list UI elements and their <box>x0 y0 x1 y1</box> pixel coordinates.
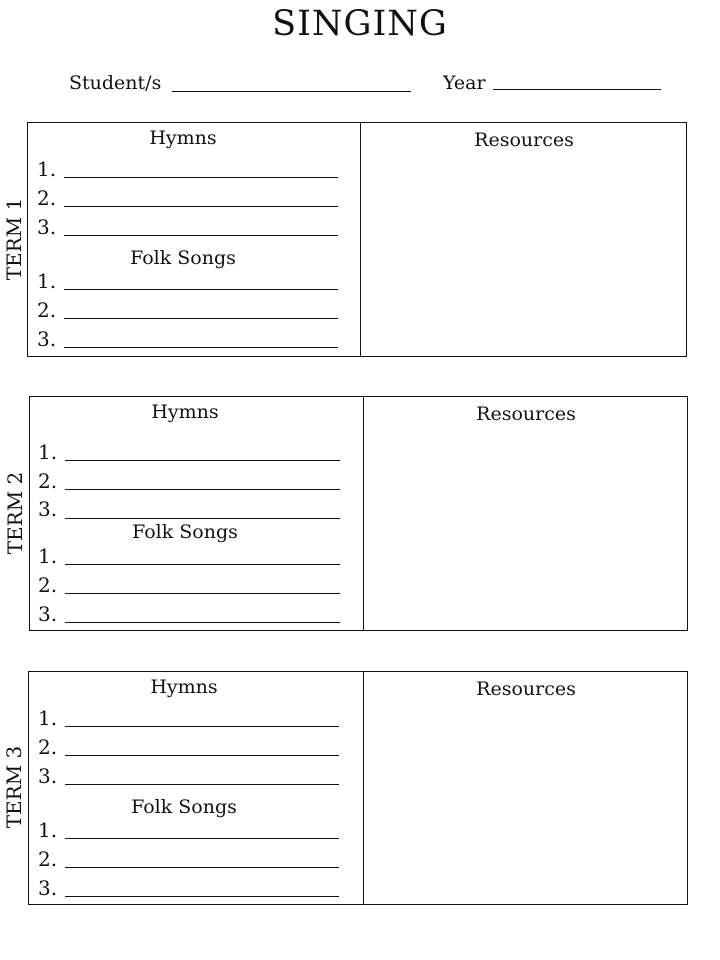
term-2-hymn-line-1[interactable] <box>65 460 340 461</box>
term-3-folk-number-3: 3. <box>38 876 58 900</box>
term-2-hymn-number-1: 1. <box>38 440 58 464</box>
term-2-box <box>29 396 688 631</box>
term-2-resources-heading: Resources <box>476 403 576 425</box>
term-1-divider <box>360 123 361 356</box>
page-title: SINGING <box>272 4 448 44</box>
term-3-hymn-number-1: 1. <box>38 706 58 730</box>
term-2-hymn-number-2: 2. <box>38 469 58 493</box>
term-2-hymn-line-2[interactable] <box>65 489 340 490</box>
term-2-folk-number-3: 3. <box>38 602 58 626</box>
term-3-box <box>28 671 688 905</box>
year-label: Year <box>443 72 486 94</box>
term-3-folk-number-1: 1. <box>38 818 58 842</box>
term-2-hymn-number-3: 3. <box>38 497 58 521</box>
term-1-folk-line-1[interactable] <box>64 289 338 290</box>
term-2-label: TERM 2 <box>3 471 27 555</box>
term-1-label: TERM 1 <box>2 197 26 281</box>
student-field[interactable] <box>172 91 411 92</box>
term-3-folk-heading: Folk Songs <box>131 796 237 818</box>
term-3-hymn-number-3: 3. <box>38 764 58 788</box>
term-3-divider <box>363 672 364 904</box>
term-3-folk-number-2: 2. <box>38 847 58 871</box>
term-1-hymn-line-1[interactable] <box>64 177 338 178</box>
term-1-hymns-heading: Hymns <box>149 127 217 149</box>
term-2-folk-number-1: 1. <box>38 544 58 568</box>
term-1-hymn-line-2[interactable] <box>64 206 338 207</box>
term-1-hymn-number-2: 2. <box>37 186 57 210</box>
year-field[interactable] <box>493 89 661 90</box>
term-2-folk-line-2[interactable] <box>65 593 340 594</box>
term-2-divider <box>363 397 364 630</box>
term-2-hymns-heading: Hymns <box>151 401 219 423</box>
term-3-folk-line-1[interactable] <box>65 838 339 839</box>
term-1-resources-heading: Resources <box>474 129 574 151</box>
term-2-hymn-line-3[interactable] <box>65 518 340 519</box>
term-2-folk-line-1[interactable] <box>65 564 340 565</box>
term-3-hymn-number-2: 2. <box>38 735 58 759</box>
term-1-folk-number-3: 3. <box>37 327 57 351</box>
term-1-box <box>27 122 687 357</box>
term-2-folk-number-2: 2. <box>38 573 58 597</box>
term-1-folk-line-2[interactable] <box>64 318 338 319</box>
term-3-hymn-line-3[interactable] <box>65 784 339 785</box>
term-3-label: TERM 3 <box>2 745 26 829</box>
term-1-hymn-line-3[interactable] <box>64 235 338 236</box>
term-1-folk-number-2: 2. <box>37 298 57 322</box>
term-3-hymn-line-1[interactable] <box>65 726 339 727</box>
term-3-folk-line-3[interactable] <box>65 896 339 897</box>
term-1-folk-heading: Folk Songs <box>130 247 236 269</box>
term-3-folk-line-2[interactable] <box>65 867 339 868</box>
term-3-resources-heading: Resources <box>476 678 576 700</box>
term-2-folk-heading: Folk Songs <box>132 521 238 543</box>
term-1-hymn-number-3: 3. <box>37 215 57 239</box>
term-2-folk-line-3[interactable] <box>65 622 340 623</box>
term-1-folk-line-3[interactable] <box>64 347 338 348</box>
term-1-folk-number-1: 1. <box>37 269 57 293</box>
student-label: Student/s <box>69 72 162 94</box>
term-3-hymns-heading: Hymns <box>150 676 218 698</box>
term-3-hymn-line-2[interactable] <box>65 755 339 756</box>
term-1-hymn-number-1: 1. <box>37 157 57 181</box>
